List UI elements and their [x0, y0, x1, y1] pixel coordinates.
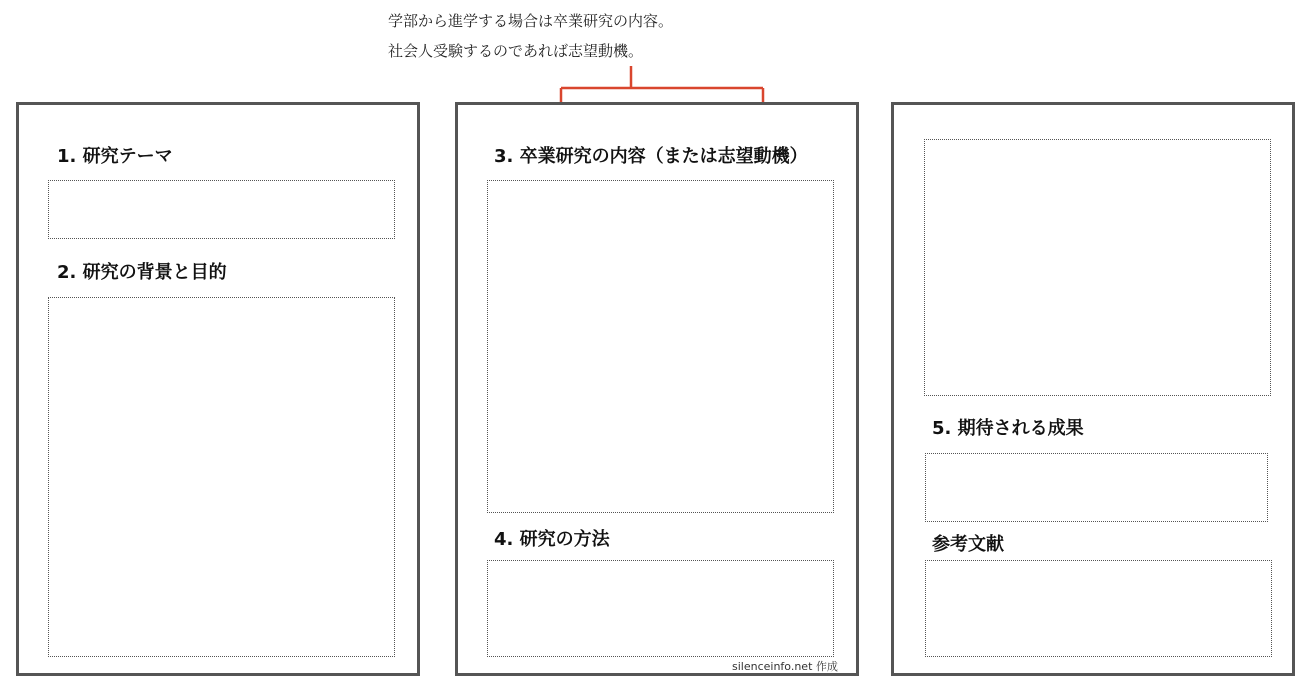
- page-3: [891, 102, 1295, 676]
- heading-background-purpose: 2. 研究の背景と目的: [57, 262, 227, 283]
- references-box: [925, 560, 1272, 657]
- graduation-research-box: [487, 180, 834, 513]
- page-2: [455, 102, 859, 676]
- expected-results-box: [925, 453, 1268, 522]
- credit-text: silenceinfo.net 作成: [732, 660, 838, 673]
- heading-research-method: 4. 研究の方法: [494, 529, 610, 550]
- annotation-line-2: 社会人受験するのであれば志望動機。: [388, 42, 644, 60]
- annotation-line-1: 学部から進学する場合は卒業研究の内容。: [388, 12, 674, 30]
- heading-graduation-research: 3. 卒業研究の内容（または志望動機）: [494, 146, 808, 167]
- research-method-box: [487, 560, 834, 657]
- research-theme-box: [48, 180, 395, 239]
- annotation-note: [388, 6, 673, 66]
- heading-research-theme: 1. 研究テーマ: [57, 146, 173, 167]
- continuation-box: [924, 139, 1271, 396]
- heading-references: 参考文献: [932, 534, 1004, 555]
- page-1: [16, 102, 420, 676]
- background-purpose-box: [48, 297, 395, 657]
- heading-expected-results: 5. 期待される成果: [932, 418, 1084, 439]
